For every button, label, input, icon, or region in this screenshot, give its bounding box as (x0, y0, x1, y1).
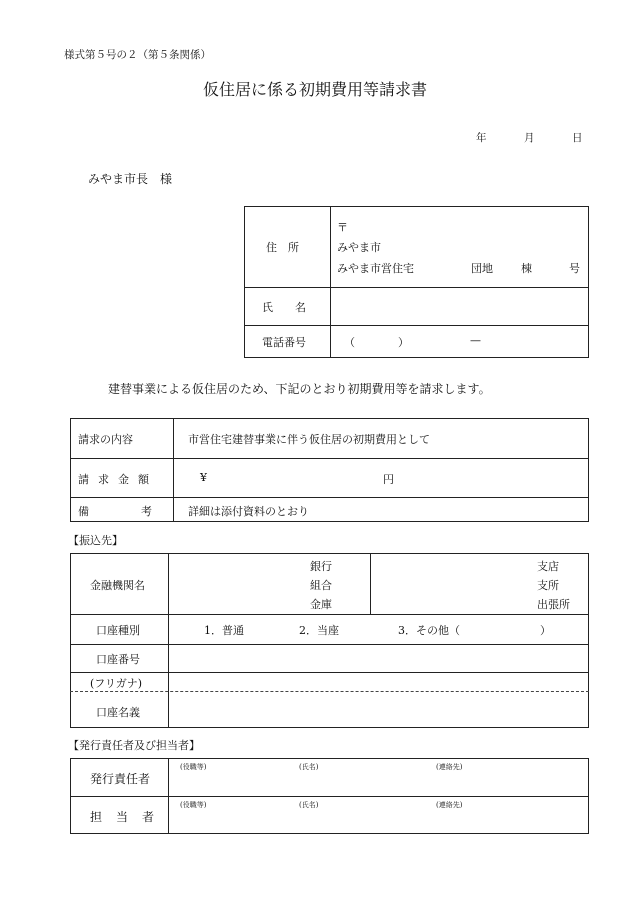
account-type-other[interactable]: 3．その他（ (398, 624, 460, 637)
remarks-value: 詳細は添付資料のとおり (188, 505, 309, 518)
claim-content-value: 市営住宅建替事業に伴う仮住居の初期費用として (188, 433, 430, 446)
responsible-name-field[interactable]: (氏名) (299, 763, 319, 771)
account-name-label: 口座名義 (96, 706, 140, 719)
issuer-section-title: 【発行責任者及び担当者】 (68, 739, 200, 752)
request-statement: 建替事業による仮住居のため、下記のとおり初期費用等を請求します。 (108, 382, 491, 396)
furigana-field[interactable] (170, 674, 587, 690)
branch-type-branch: 支店 (537, 560, 559, 573)
account-type-current[interactable]: 2．当座 (299, 624, 339, 637)
staff-name-field[interactable]: (氏名) (299, 801, 319, 809)
branch-type-office: 支所 (537, 579, 559, 592)
staff-position-field[interactable]: (役職等) (180, 801, 207, 809)
addressee: みやま市長 様 (88, 172, 173, 186)
form-number: 様式第５号の２（第５条関係） (64, 49, 211, 61)
address-danchi: 団地 (471, 262, 493, 275)
staff-label: 担当者 (90, 810, 169, 824)
address-city: みやま市 (337, 241, 381, 254)
bank-type-union: 組合 (310, 579, 332, 592)
branch-type-agency: 出張所 (537, 598, 570, 611)
bank-type-bank: 銀行 (310, 560, 332, 573)
document-title: 仮住居に係る初期費用等請求書 (202, 80, 427, 99)
bank-name-label: 金融機関名 (90, 579, 145, 592)
bank-type-vault: 金庫 (310, 598, 332, 611)
phone-label: 電話番号 (262, 336, 306, 349)
furigana-label: (フリガナ) (90, 677, 143, 690)
date-month-label: 月 (524, 132, 535, 144)
staff-contact-field[interactable]: (連絡先) (436, 801, 463, 809)
address-building: 棟 (521, 262, 532, 275)
account-type-ordinary[interactable]: 1．普通 (204, 624, 244, 637)
responsible-label: 発行責任者 (90, 772, 151, 786)
responsible-contact-field[interactable]: (連絡先) (436, 763, 463, 771)
responsible-position-field[interactable]: (役職等) (180, 763, 207, 771)
name-label: 氏 名 (262, 301, 306, 314)
phone-dash: — (470, 334, 481, 347)
date-day-label: 日 (572, 132, 583, 144)
address-label: 住 所 (266, 241, 299, 254)
phone-close-paren: ） (398, 336, 409, 349)
account-name-field[interactable] (170, 693, 587, 726)
claim-amount-label: 請求金額 (78, 473, 158, 486)
account-type-other-close: ） (540, 624, 551, 637)
address-room: 号 (569, 262, 580, 275)
remarks-label: 備考 (78, 505, 204, 518)
yen-mark: ¥ (200, 471, 207, 484)
yen-unit: 円 (383, 473, 394, 486)
account-type-label: 口座種別 (96, 624, 140, 637)
transfer-section-title: 【振込先】 (68, 534, 123, 547)
phone-open-paren: （ (344, 336, 355, 349)
date-year-label: 年 (476, 132, 487, 144)
name-field[interactable] (332, 289, 587, 323)
address-housing: みやま市営住宅 (337, 262, 414, 275)
account-number-field[interactable] (170, 646, 587, 671)
postal-mark: 〒 (337, 221, 348, 234)
account-number-label: 口座番号 (96, 653, 140, 666)
claim-content-label: 請求の内容 (78, 433, 133, 446)
